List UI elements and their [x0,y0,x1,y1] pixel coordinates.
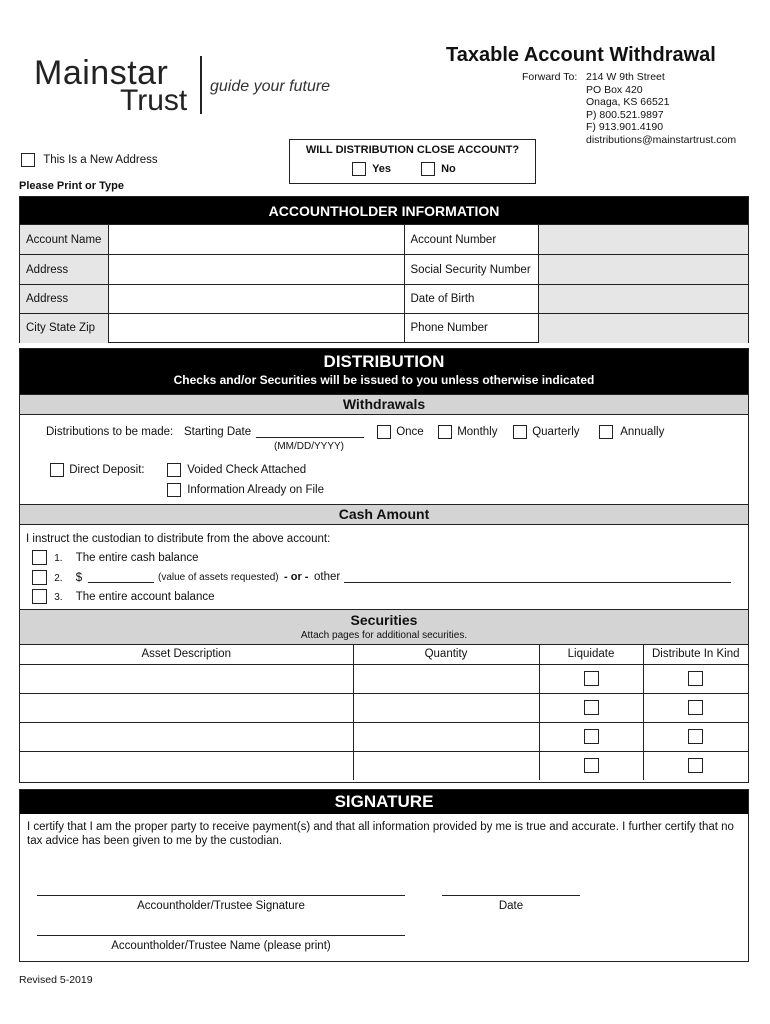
securities-table [20,645,748,780]
account-name-field[interactable] [108,225,404,255]
securities-heading: Securities [350,612,418,628]
logo-tagline: guide your future [210,78,331,95]
asset-description-field[interactable] [20,722,353,751]
dob-field[interactable] [538,285,748,314]
revision-note: Revised 5-2019 [19,974,93,986]
signature-label: Accountholder/Trustee Signature [137,900,305,912]
withdrawals-heading: Withdrawals [20,394,748,415]
certify-text: I certify that I am the proper party to receive payment(s) and that all information provided by me is true and accurate. I further certify that no tax advice has been given to me by the custodian. [27,821,734,847]
close-no-label: No [441,162,456,175]
close-no-checkbox[interactable] [421,162,435,176]
new-address-checkbox[interactable] [21,153,35,167]
quantity-field[interactable] [353,693,539,722]
city-state-zip-label: City State Zip [20,314,108,343]
address-line: Onaga, KS 66521 [586,96,670,108]
close-yes-checkbox[interactable] [352,162,366,176]
accountholder-heading: ACCOUNTHOLDER INFORMATION [20,197,748,225]
cash-opt2-number: 2. [54,572,63,584]
direct-deposit-label: Direct Deposit: [69,464,145,477]
date-format-hint: (MM/DD/YYYY) [274,441,344,452]
quantity-field[interactable] [353,664,539,693]
quantity-field[interactable] [353,751,539,780]
logo [34,56,354,118]
date-label: Date [498,900,524,912]
cash-opt2-note: (value of assets requested) [158,572,279,583]
account-number-field[interactable] [538,225,748,255]
form-title: Taxable Account Withdrawal [446,44,716,66]
cash-opt2-or: - or - [284,571,309,583]
address-label: Address [20,255,108,285]
freq-quarterly-label: Quarterly [532,426,580,439]
liquidate-checkbox[interactable] [584,758,599,773]
phone-label: Phone Number [404,314,538,343]
asset-description-field[interactable] [20,664,353,693]
forward-address [586,71,736,146]
col-liquidate: Liquidate [539,645,643,664]
signature-section [19,789,749,962]
dob-label: Date of Birth [404,285,538,314]
table-row [20,722,748,751]
address-line: F) 913.901.4190 [586,121,664,133]
logo-divider [200,56,202,114]
asset-description-field[interactable] [20,693,353,722]
liquidate-checkbox[interactable] [584,671,599,686]
address-field[interactable] [108,255,404,285]
accountholder-section [19,196,749,343]
signature-line[interactable] [37,895,405,896]
distributions-made-label: Distributions to be made: [46,426,174,438]
distribution-subheading: Checks and/or Securities will be issued to you unless otherwise indicated [173,373,595,387]
in-kind-checkbox[interactable] [688,758,703,773]
address-line: distributions@mainstartrust.com [586,133,737,146]
date-line[interactable] [442,895,580,896]
col-quantity: Quantity [353,645,539,664]
freq-annually-label: Annually [620,426,665,439]
forward-label: Forward To: [522,71,578,83]
distribution-heading-block [20,349,748,394]
freq-once-checkbox[interactable] [377,425,391,439]
signature-heading: SIGNATURE [20,790,748,814]
distribution-heading: DISTRIBUTION [323,352,445,371]
distribution-close-box [289,139,536,184]
cash-opt3-label: The entire account balance [75,590,215,603]
freq-once-label: Once [396,426,424,439]
ssn-label: Social Security Number [404,255,538,285]
logo-sub: Trust [120,84,188,117]
freq-annually-checkbox[interactable] [599,425,613,439]
asset-description-field[interactable] [20,751,353,780]
in-kind-checkbox[interactable] [688,671,703,686]
info-on-file-label: Information Already on File [187,484,324,497]
address-line: PO Box 420 [586,83,643,96]
securities-heading-block [20,609,748,645]
cash-amount-field[interactable] [88,570,154,583]
distribution-section [19,348,749,783]
address2-field[interactable] [108,285,404,314]
ssn-field[interactable] [538,255,748,285]
cash-opt1-checkbox[interactable] [32,550,47,565]
in-kind-checkbox[interactable] [688,729,703,744]
account-number-label: Account Number [404,225,538,255]
freq-monthly-checkbox[interactable] [438,425,452,439]
name-line[interactable] [37,935,405,936]
cash-opt3-number: 3. [54,591,63,603]
table-row [20,751,748,780]
account-name-label: Account Name [20,225,108,255]
cash-opt1-number: 1. [54,552,63,564]
cash-opt2-checkbox[interactable] [32,570,47,585]
new-address-label: This Is a New Address [43,154,158,167]
liquidate-checkbox[interactable] [584,729,599,744]
direct-deposit-checkbox[interactable] [50,463,64,477]
print-note: Please Print or Type [19,180,124,192]
distribution-close-question: WILL DISTRIBUTION CLOSE ACCOUNT? [305,144,520,156]
quantity-field[interactable] [353,722,539,751]
close-yes-label: Yes [372,162,392,175]
in-kind-checkbox[interactable] [688,700,703,715]
cash-heading: Cash Amount [20,504,748,525]
starting-date-label: Starting Date [184,426,252,438]
name-label: Accountholder/Trustee Name (please print) [111,940,331,952]
voided-check-label: Voided Check Attached [187,464,307,477]
cash-opt2-other: other [314,571,341,583]
address2-label: Address [20,285,108,314]
voided-check-checkbox[interactable] [167,463,181,477]
info-on-file-checkbox[interactable] [167,483,181,497]
phone-field[interactable] [538,314,748,343]
accountholder-table [20,224,748,343]
logo-main: Mainstar [34,54,169,92]
cash-opt1-label: The entire cash balance [75,551,199,564]
col-asset-description: Asset Description [20,645,353,664]
table-row [20,664,748,693]
city-state-zip-field[interactable] [108,314,404,343]
securities-note: Attach pages for additional securities. [300,630,468,641]
freq-monthly-label: Monthly [457,426,498,439]
address-line: P) 800.521.9897 [586,108,664,121]
cash-instruction: I instruct the custodian to distribute from the above account: [26,533,331,545]
col-distribute-in-kind: Distribute In Kind [643,645,748,664]
table-row [20,693,748,722]
freq-quarterly-checkbox[interactable] [513,425,527,439]
cash-opt3-checkbox[interactable] [32,589,47,604]
address-line: 214 W 9th Street [586,71,665,83]
cash-other-field[interactable] [344,570,731,583]
liquidate-checkbox[interactable] [584,700,599,715]
cash-opt2-dollar: $ [75,571,83,584]
starting-date-field[interactable] [256,425,364,438]
